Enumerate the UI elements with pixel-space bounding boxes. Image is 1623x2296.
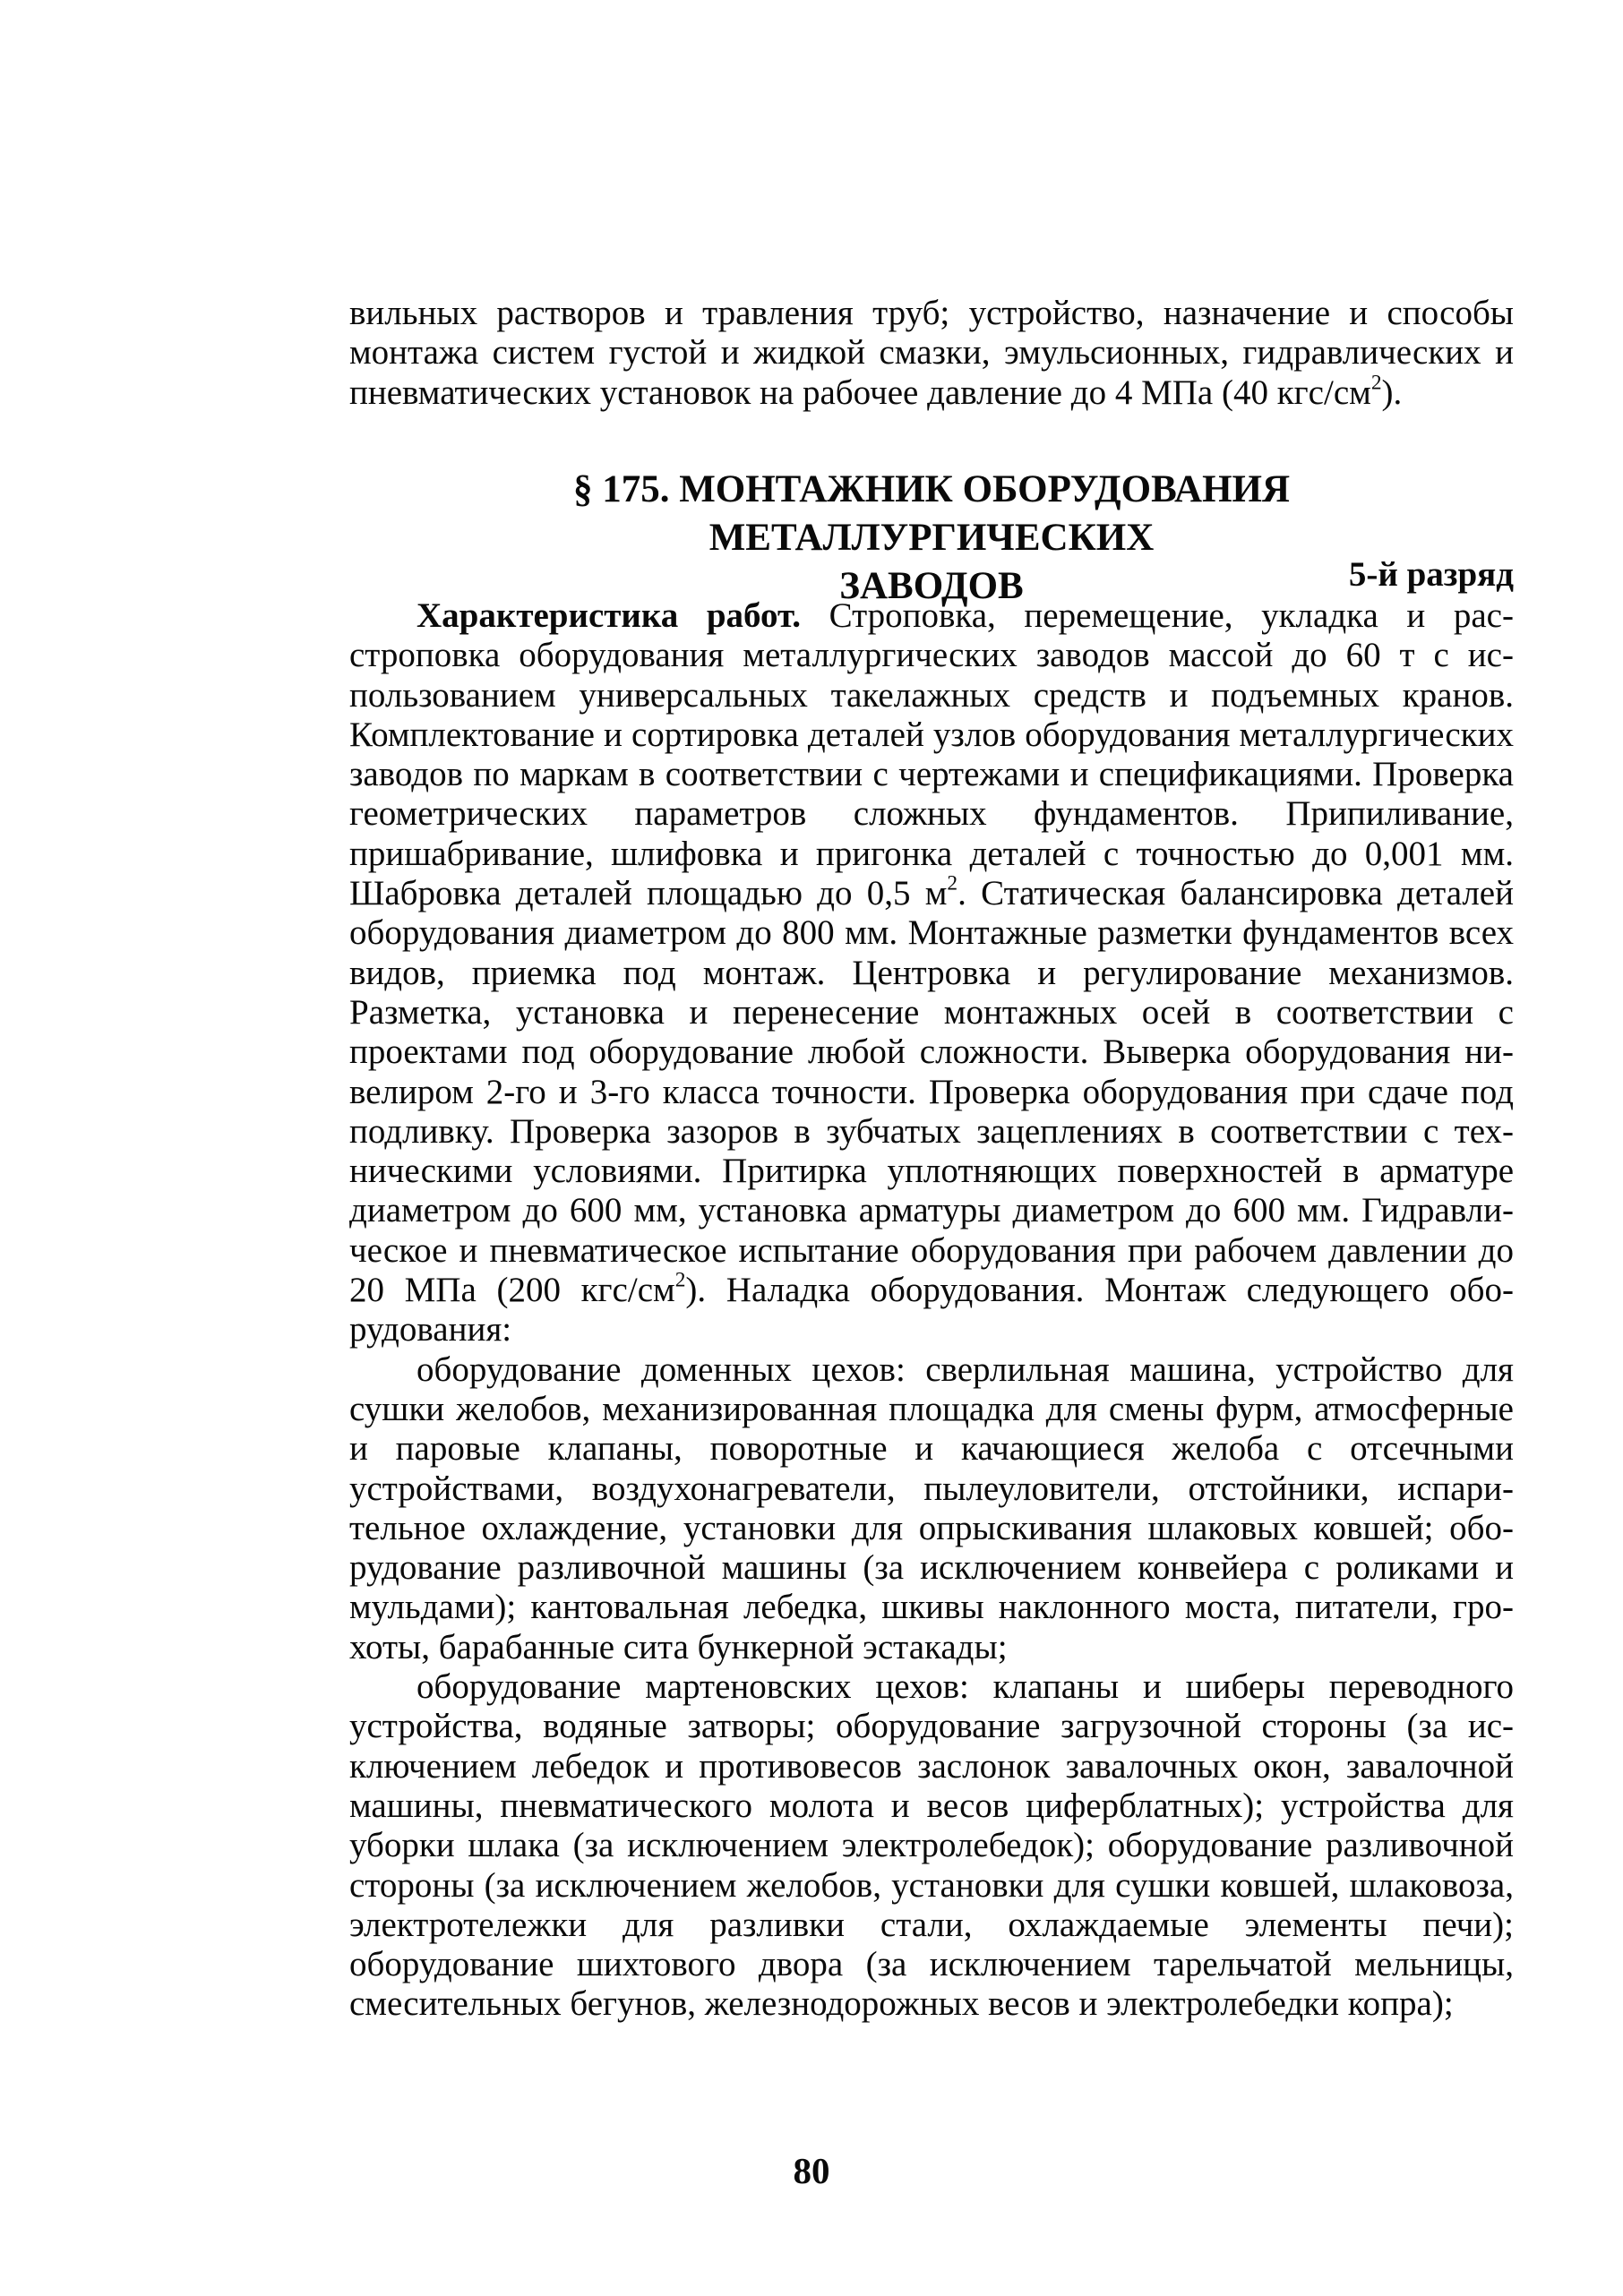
characteristics-text-3: ). Наладка оборудования. Монтаж следующего оборудования:	[349, 1271, 1514, 1349]
open-hearth-equipment-paragraph: оборудование мартеновских цехов: клапаны и шиберы переводного устройства, водяные затворы; оборудование загрузочной стороны (за исключением лебедок и противовесов заслонок завалочных окон, завалочной машины, пневматического молота и весов циферблатных); устройства для уборки шлака (за исключением электролебедок); оборудование разливочной стороны (за исключением желобов, установки для сушки ковшей, шлаковоза, электротележки для разливки стали, охлаждаемые элементы печи); оборудование шихтового двора (за исключением тарельчатой мельницы, смесительных бегунов, железнодорожных весов и электролебедки копра);	[349, 1667, 1514, 2024]
characteristics-text-2: . Статическая балансировка деталей оборудования диаметром до 800 мм. Монтажные разметки фундаментов всех видов, приемка под монтаж. Центровка и регулирование механизмов. Разметка, установка и перенесение монтажных осей в соответствии с проектами под оборудование любой сложности. Выверка оборудования нивелиром 2-го и 3-го класса точности. Проверка оборудования при сдаче под подливку. Проверка зазоров в зубчатых зацеплениях в соответствии с техническими условиями. Притирка уплотняющих поверхностей в арматуре диаметром до 600 мм, установка арматуры диаметром до 600 мм. Гидравлическое и пневматическое испытание оборудования при рабочем давлении до 20 МПа (200 кгс/см	[349, 874, 1514, 1310]
page-number: 80	[793, 2150, 830, 2191]
characteristics-superscript-1: 2	[947, 871, 958, 895]
blast-furnace-equipment-paragraph: оборудование доменных цехов: сверлильная машина, устройство для сушки желобов, механизированная площадка для смены фурм, атмосферные и паровые клапаны, поворотные и качающиеся желоба с отсечными устройствами, воздухонагреватели, пылеуловители, отстойники, испарительное охлаждение, установки для опрыскивания шлаковых ковшей; оборудование разливочной машины (за исключением конвейера с роликами и мульдами); кантовальная лебедка, шкивы наклонного моста, питатели, грохоты, барабанные сита бункерной эстакады;	[349, 1349, 1514, 1666]
intro-text: вильных растворов и травления труб; устройство, назначение и способы монтажа систем густой и жидкой смазки, эмульсионных, гидравлических и пневматических установок на рабочее давление до 4 МПа (40 кгс/см	[349, 294, 1514, 412]
characteristics-lead: Характеристика работ.	[416, 596, 801, 635]
intro-paragraph	[349, 294, 1514, 413]
intro-superscript: 2	[1370, 371, 1382, 395]
grade-label: 5-й разряд	[1348, 555, 1514, 594]
characteristics-superscript-2: 2	[674, 1268, 686, 1292]
characteristics-paragraph	[349, 596, 1514, 1350]
intro-text-end: ).	[1381, 373, 1403, 412]
characteristics-text-1: Строповка, перемещение, укладка и расстроповка оборудования металлургических заводов массой до 60 т с использованием универсальных такелажных средств и подъемных кранов. Комплектование и сортировка деталей узлов оборудования металлургических заводов по маркам в соответствии с чертежами и спецификациями. Проверка геометрических параметров сложных фундаментов. Припиливание, пришабривание, шлифовка и пригонка деталей с точностью до 0,001 мм. Шабровка деталей площадью до 0,5 м	[349, 596, 1514, 913]
section-title-line-1: § 175. МОНТАЖНИК ОБОРУДОВАНИЯ МЕТАЛЛУРГИЧЕСКИХ	[572, 468, 1291, 559]
section-title-line-2: ЗАВОДОВ	[839, 565, 1024, 607]
section-body	[349, 596, 1514, 2025]
